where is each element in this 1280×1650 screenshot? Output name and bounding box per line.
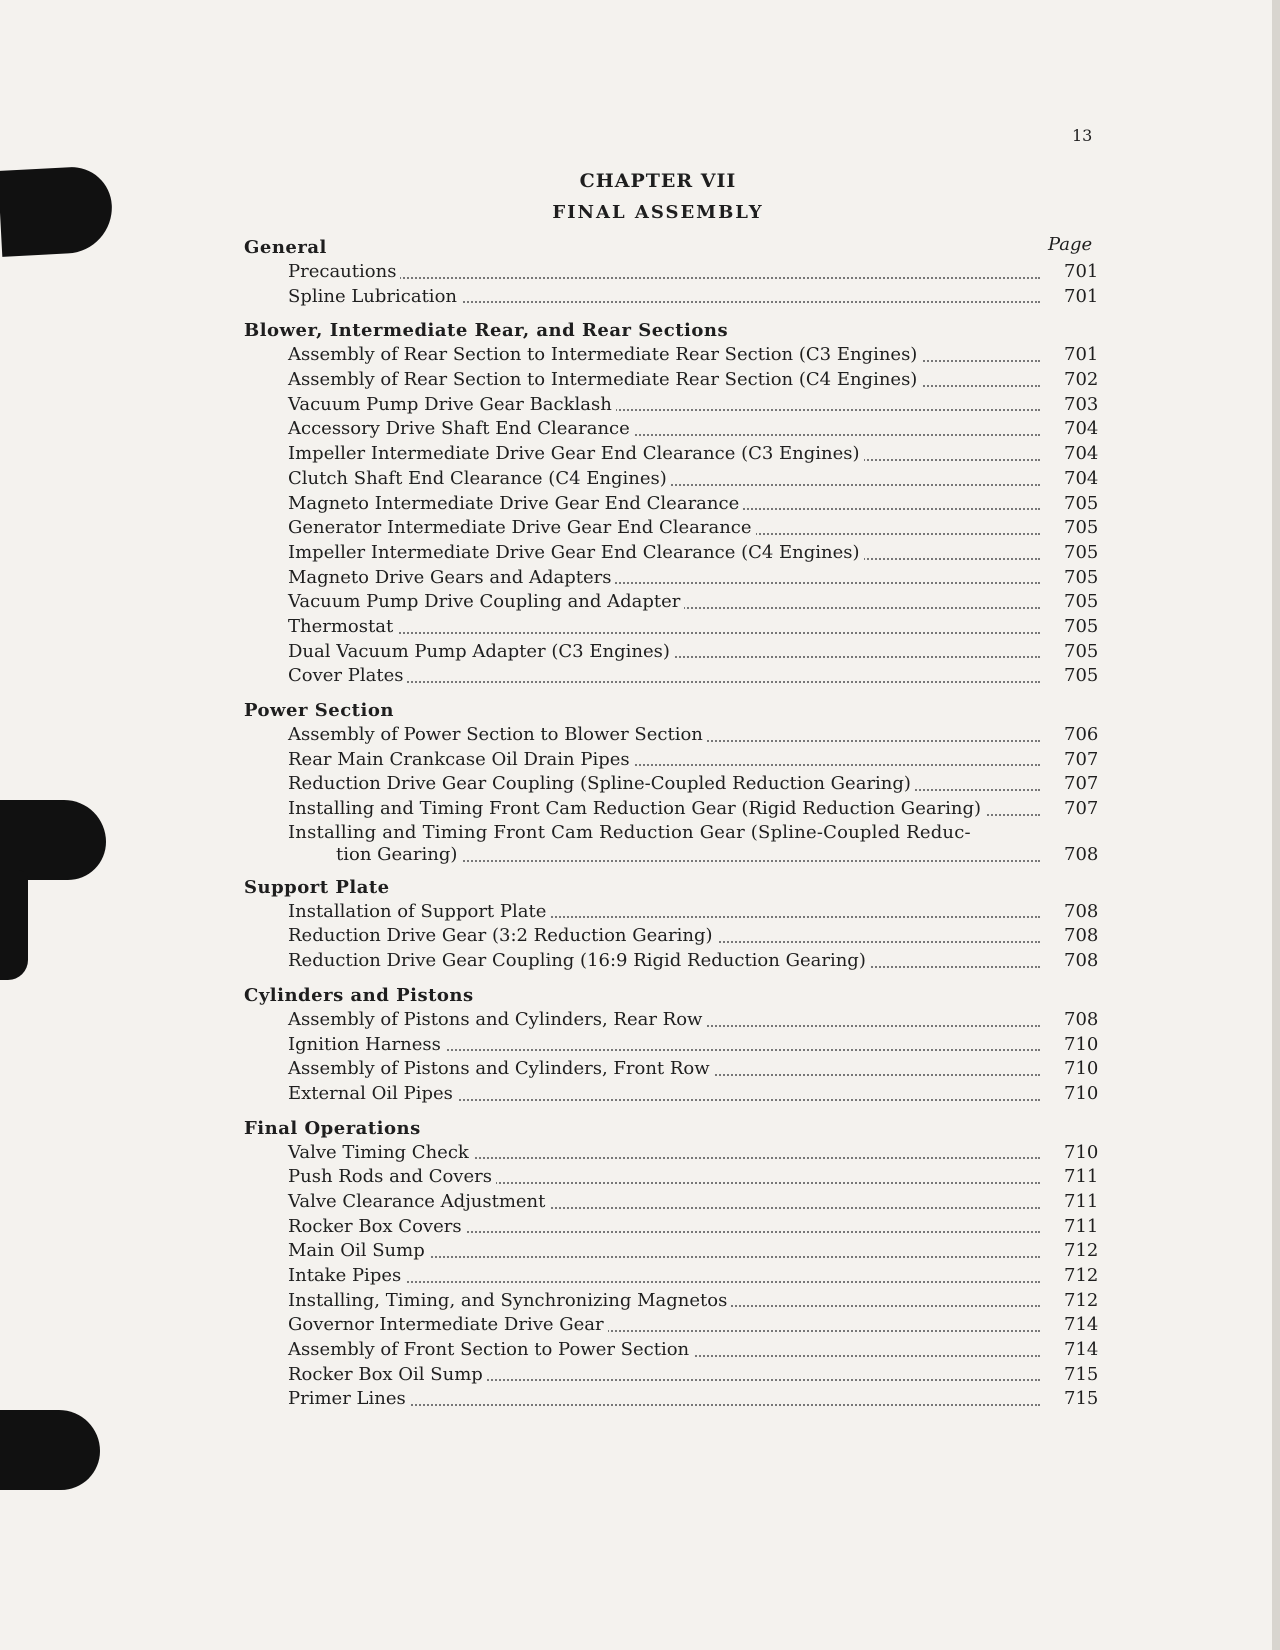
entry-page-number: 704 <box>1064 443 1099 465</box>
entry-page-number: 705 <box>1064 591 1099 613</box>
toc-entry <box>288 1289 1099 1314</box>
chapter-heading: CHAPTER VII <box>579 170 737 192</box>
entry-title: Valve Clearance Adjustment <box>288 1191 549 1212</box>
toc-section <box>0 1117 1280 1413</box>
entry-title: Installation of Support Plate <box>288 901 550 922</box>
entry-title: Main Oil Sump <box>288 1240 429 1261</box>
entry-title: Assembly of Power Section to Blower Section <box>288 724 707 745</box>
toc-entry <box>288 723 1099 748</box>
toc-entry <box>288 748 1099 773</box>
toc-entry <box>288 900 1099 925</box>
toc-entry <box>288 260 1099 285</box>
entry-page-number: 712 <box>1064 1265 1099 1286</box>
toc-entry <box>288 343 1099 368</box>
section-title: Blower, Intermediate Rear, and Rear Sections <box>244 320 729 342</box>
toc-entry <box>288 924 1099 949</box>
entry-page-number: 710 <box>1064 1033 1099 1055</box>
toc-section <box>0 319 1280 689</box>
toc-entry <box>288 772 1099 797</box>
entry-title: Impeller Intermediate Drive Gear End Clearance (C4 Engines) <box>288 542 864 563</box>
entry-title: Assembly of Pistons and Cylinders, Rear Row <box>288 1009 706 1030</box>
entry-title: Rocker Box Oil Sump <box>288 1364 487 1385</box>
toc-entry <box>288 467 1099 492</box>
entry-title: Vacuum Pump Drive Coupling and Adapter <box>288 591 684 612</box>
entry-page-number: 710 <box>1064 1141 1099 1163</box>
entry-page-number: 705 <box>1064 517 1099 539</box>
toc-entry <box>288 1033 1099 1058</box>
entry-page-number: 715 <box>1064 1388 1099 1410</box>
entry-title: Reduction Drive Gear (3:2 Reduction Gearing) <box>288 925 717 946</box>
toc-entry <box>288 797 1099 822</box>
toc-section <box>0 699 1280 866</box>
dot-leader <box>288 277 1040 279</box>
toc-entry <box>288 1057 1099 1082</box>
page-number: 13 <box>1072 126 1093 145</box>
entry-page-number: 704 <box>1064 418 1099 440</box>
entry-title: Spline Lubrication <box>288 286 461 307</box>
entry-page-number: 711 <box>1064 1166 1099 1188</box>
section-title: Power Section <box>244 700 394 721</box>
section-title: General <box>244 237 327 258</box>
entry-page-number: 705 <box>1064 665 1099 687</box>
toc-entry <box>288 541 1099 566</box>
chapter-title: FINAL ASSEMBLY <box>552 202 764 223</box>
entry-title: Governor Intermediate Drive Gear <box>288 1314 608 1335</box>
toc-entry <box>288 821 1099 866</box>
entry-page-number: 703 <box>1064 393 1099 415</box>
entry-title: Accessory Drive Shaft End Clearance <box>288 418 634 439</box>
entry-title: Impeller Intermediate Drive Gear End Clearance (C3 Engines) <box>288 443 864 464</box>
toc-entry <box>288 368 1099 393</box>
entry-page-number: 711 <box>1064 1190 1099 1212</box>
entry-title: Installing, Timing, and Synchronizing Magnetos <box>288 1290 731 1311</box>
entry-title: Assembly of Front Section to Power Section <box>288 1339 693 1360</box>
entry-title-continued: tion Gearing) <box>336 844 461 866</box>
toc-entry <box>288 1264 1099 1289</box>
entry-title: Cover Plates <box>288 665 407 686</box>
entry-page-number: 702 <box>1064 369 1099 391</box>
entry-page-number: 701 <box>1064 344 1099 366</box>
toc-entry <box>288 1082 1099 1107</box>
section-title: Cylinders and Pistons <box>244 984 474 1006</box>
entry-page-number: 708 <box>1064 1008 1099 1030</box>
entry-page-number: 705 <box>1064 492 1099 514</box>
entry-title: Rear Main Crankcase Oil Drain Pipes <box>288 749 634 770</box>
entry-page-number: 701 <box>1064 261 1099 282</box>
toc-entry <box>288 949 1099 974</box>
toc-entry <box>288 664 1099 689</box>
toc-entry <box>288 1239 1099 1264</box>
entry-page-number: 714 <box>1064 1339 1099 1361</box>
toc-entry <box>288 516 1099 541</box>
entry-page-number: 710 <box>1064 1058 1099 1080</box>
toc-section <box>0 984 1280 1107</box>
entry-title: Primer Lines <box>288 1388 410 1409</box>
toc-entry <box>288 1363 1099 1388</box>
dot-leader <box>288 632 1040 634</box>
entry-title: Dual Vacuum Pump Adapter (C3 Engines) <box>288 641 674 662</box>
entry-title: Vacuum Pump Drive Gear Backlash <box>288 394 616 415</box>
entry-page-number: 708 <box>1064 843 1099 865</box>
entry-title: Reduction Drive Gear Coupling (16:9 Rigid Reduction Gearing) <box>288 950 870 971</box>
entry-title: Valve Timing Check <box>288 1142 473 1163</box>
section-title: Support Plate <box>244 876 390 898</box>
toc-entry <box>288 1141 1099 1166</box>
entry-title: Assembly of Pistons and Cylinders, Front Row <box>288 1058 714 1079</box>
entry-page-number: 708 <box>1064 950 1099 972</box>
entry-title: Push Rods and Covers <box>288 1166 496 1187</box>
entry-page-number: 714 <box>1064 1314 1099 1336</box>
toc-entry <box>288 1387 1099 1412</box>
entry-page-number: 705 <box>1064 615 1099 637</box>
toc-entry <box>288 492 1099 517</box>
entry-page-number: 706 <box>1064 724 1099 745</box>
entry-page-number: 707 <box>1064 798 1099 820</box>
entry-page-number: 708 <box>1064 925 1099 947</box>
entry-title: Clutch Shaft End Clearance (C4 Engines) <box>288 468 671 489</box>
entry-page-number: 707 <box>1064 773 1099 795</box>
entry-page-number: 704 <box>1064 467 1099 489</box>
toc-section <box>0 876 1280 974</box>
toc-entry <box>288 615 1099 640</box>
entry-page-number: 711 <box>1064 1215 1099 1237</box>
entry-title: Installing and Timing Front Cam Reduction Gear (Rigid Reduction Gearing) <box>288 798 985 819</box>
page-column-label: Page <box>1048 234 1093 255</box>
toc-section <box>0 236 1280 309</box>
table-of-contents <box>0 236 1280 1422</box>
entry-page-number: 707 <box>1064 748 1099 770</box>
entry-title: Magneto Intermediate Drive Gear End Clearance <box>288 493 743 514</box>
entry-page-number: 705 <box>1064 640 1099 662</box>
entry-title: Installing and Timing Front Cam Reduction Gear (Spline-Coupled Reduc- <box>288 821 971 843</box>
entry-title: Reduction Drive Gear Coupling (Spline-Coupled Reduction Gearing) <box>288 773 915 794</box>
toc-entry <box>288 1338 1099 1363</box>
toc-entry <box>288 640 1099 665</box>
entry-title: Precautions <box>288 261 400 282</box>
entry-title: External Oil Pipes <box>288 1083 457 1104</box>
toc-entry <box>288 393 1099 418</box>
entry-title: Magneto Drive Gears and Adapters <box>288 567 615 588</box>
entry-title: Intake Pipes <box>288 1265 405 1286</box>
entry-page-number: 710 <box>1064 1082 1099 1104</box>
entry-title: Ignition Harness <box>288 1034 445 1055</box>
toc-entry <box>288 1313 1099 1338</box>
entry-page-number: 705 <box>1064 566 1099 588</box>
toc-entry <box>288 442 1099 467</box>
section-title: Final Operations <box>244 1117 421 1139</box>
entry-page-number: 712 <box>1064 1289 1099 1311</box>
toc-entry <box>288 1008 1099 1033</box>
entry-page-number: 715 <box>1064 1363 1099 1385</box>
entry-page-number: 712 <box>1064 1240 1099 1262</box>
toc-entry <box>288 285 1099 310</box>
entry-title: Assembly of Rear Section to Intermediate Rear Section (C4 Engines) <box>288 369 921 390</box>
entry-title: Thermostat <box>288 616 397 637</box>
toc-entry <box>288 590 1099 615</box>
entry-title: Rocker Box Covers <box>288 1216 466 1237</box>
toc-entry <box>288 1190 1099 1215</box>
toc-entry <box>288 1165 1099 1190</box>
entry-title: Assembly of Rear Section to Intermediate Rear Section (C3 Engines) <box>288 344 921 365</box>
entry-page-number: 708 <box>1064 900 1099 922</box>
entry-page-number: 705 <box>1064 541 1099 563</box>
toc-entry <box>288 417 1099 442</box>
entry-page-number: 701 <box>1064 285 1099 307</box>
entry-title: Generator Intermediate Drive Gear End Clearance <box>288 517 756 538</box>
toc-entry <box>288 566 1099 591</box>
toc-entry <box>288 1215 1099 1240</box>
